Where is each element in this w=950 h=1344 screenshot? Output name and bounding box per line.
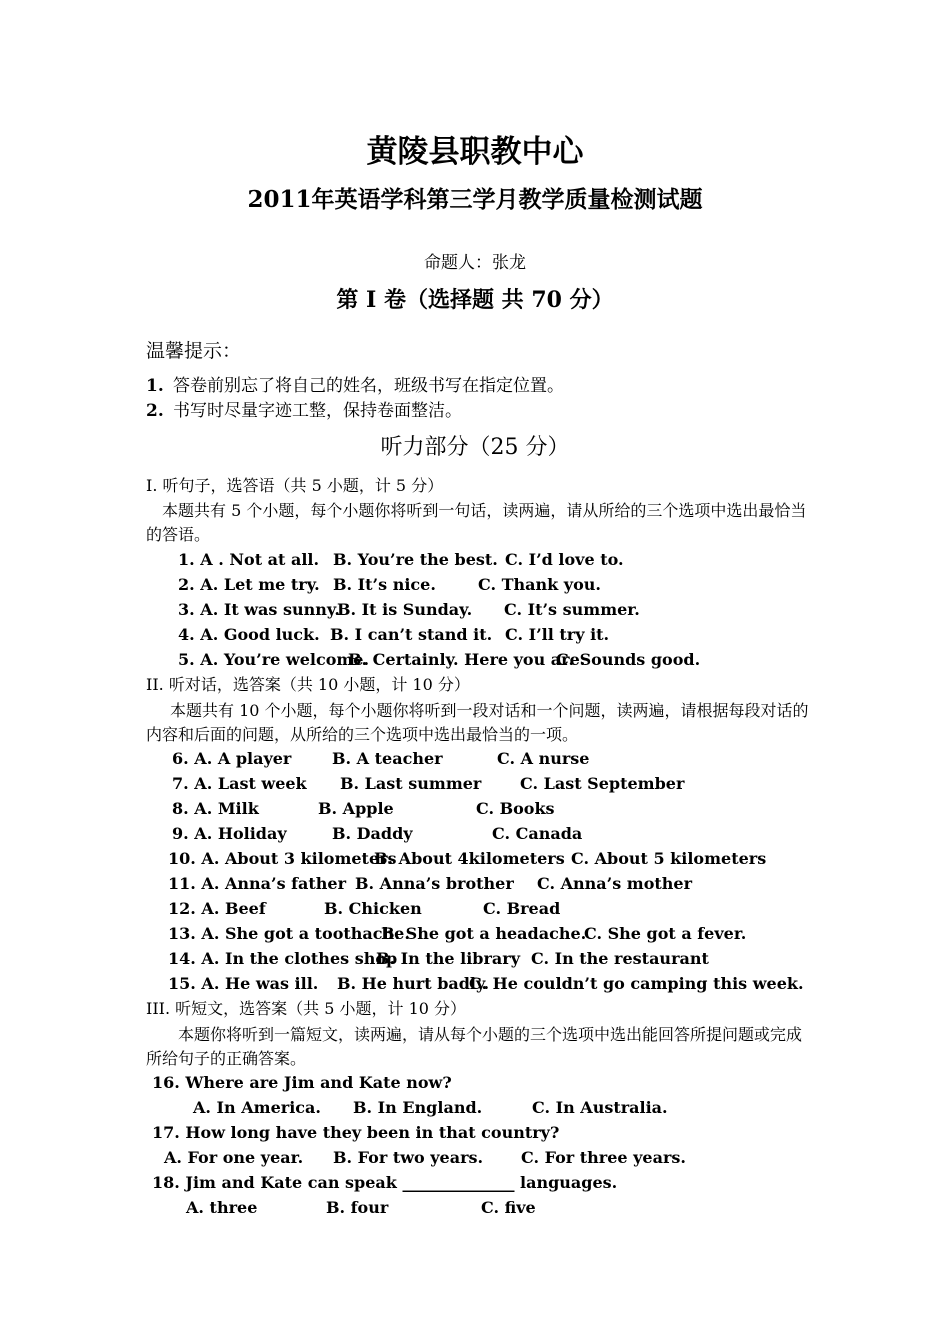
question-3 (0, 600, 950, 620)
question-11-option-c: C. Anna’s mother (537, 874, 693, 893)
question-2 (0, 575, 950, 595)
exam-title: 2011年英语学科第三学月教学质量检测试题 (247, 186, 703, 213)
question-11 (0, 874, 950, 894)
question-4-option-c: C. I’ll try it. (505, 625, 610, 644)
part3-heading: III. 听短文，选答案（共 5 小题，计 10 分） (146, 999, 467, 1018)
question-13-option-b: B. She got a headache. (381, 924, 587, 943)
question-5 (0, 650, 950, 670)
question-12 (0, 899, 950, 919)
question-16-option-c: C. In Australia. (532, 1098, 668, 1117)
question-3-option-a: 3. A. It was sunny. (178, 600, 340, 619)
question-13-option-a: 13. A. She got a toothache. (168, 924, 410, 943)
question-4 (0, 625, 950, 645)
question-17-options (0, 1148, 950, 1168)
question-5-option-b: B. Certainly. Here you are. (348, 650, 586, 669)
tip-text-1: 答卷前别忘了将自己的姓名，班级书写在指定位置。 (173, 376, 564, 396)
question-5-option-a: 5. A. You’re welcome. (178, 650, 370, 669)
question-4-option-a: 4. A. Good luck. (178, 625, 320, 644)
question-14-option-c: C. In the restaurant (531, 949, 709, 968)
question-14-option-b: B. In the library (376, 949, 520, 968)
question-15-option-a: 15. A. He was ill. (168, 974, 319, 993)
question-2-option-b: B. It’s nice. (333, 575, 436, 594)
question-2-option-a: 2. A. Let me try. (178, 575, 320, 594)
question-5-option-c: C. Sounds good. (556, 650, 701, 669)
part1-heading: I. 听句子，选答语（共 5 小题，计 5 分） (146, 476, 444, 495)
volume-title: 第 I 卷（选择题 共 70 分） (336, 287, 614, 313)
question-1-option-c: C. I’d love to. (505, 550, 624, 569)
question-9-option-c: C. Canada (492, 824, 583, 843)
question-16-option-a: A. In America. (193, 1098, 321, 1117)
question-3-option-c: C. It’s summer. (504, 600, 640, 619)
question-18-option-a: A. three (186, 1198, 258, 1217)
question-18-options (0, 1198, 950, 1218)
question-10-option-b: B. About 4kilometers (374, 849, 565, 868)
question-4-option-b: B. I can’t stand it. (330, 625, 493, 644)
question-16-options (0, 1098, 950, 1118)
question-11-option-a: 11. A. Anna’s father (168, 874, 347, 893)
question-6-option-a: 6. A. A player (172, 749, 292, 768)
question-10-option-c: C. About 5 kilometers (571, 849, 767, 868)
part3-instruction: 本题你将听到一篇短文，读两遍，请从每个小题的三个选项中选出能回答所提问题或完成所给句子的正确答案。 (146, 1025, 803, 1068)
tips-heading: 温馨提示： (146, 340, 242, 362)
question-1-option-b: B. You’re the best. (333, 550, 498, 569)
question-9-option-b: B. Daddy (332, 824, 413, 843)
question-1-option-a: 1. A . Not at all. (178, 550, 320, 569)
author-line: 命题人：张龙 (424, 253, 526, 273)
tip-number-2: 2. (146, 401, 164, 421)
part1-instruction: 本题共有 5 个小题，每个小题你将听到一句话，读两遍，请从所给的三个选项中选出最恰当的答语。 (146, 501, 807, 544)
question-14-option-a: 14. A. In the clothes shop (168, 949, 398, 968)
question-12-option-a: 12. A. Beef (168, 899, 266, 918)
question-13 (0, 924, 950, 944)
question-15 (0, 974, 950, 994)
question-9 (0, 824, 950, 844)
question-2-option-c: C. Thank you. (478, 575, 601, 594)
question-16-option-b: B. In England. (353, 1098, 483, 1117)
question-6 (0, 749, 950, 769)
part2-heading: II. 听对话，选答案（共 10 小题，计 10 分） (146, 675, 470, 694)
question-15-option-b: B. He hurt badly. (337, 974, 490, 993)
question-18-stem: 18. Jim and Kate can speak ______________ languages. (152, 1173, 618, 1192)
tip-text-2: 书写时尽量字迹工整，保持卷面整洁。 (173, 401, 462, 421)
tip-number-1: 1. (146, 376, 164, 396)
question-7-option-c: C. Last September (520, 774, 685, 793)
question-17-option-b: B. For two years. (333, 1148, 484, 1167)
school-title: 黄陵县职教中心 (366, 134, 584, 170)
question-8-option-c: C. Books (476, 799, 555, 818)
listening-title: 听力部分（25 分） (380, 435, 570, 460)
question-11-option-b: B. Anna’s brother (355, 874, 514, 893)
question-17-option-a: A. For one year. (164, 1148, 304, 1167)
question-18-option-c: C. five (481, 1198, 536, 1217)
question-12-option-c: C. Bread (483, 899, 561, 918)
question-16-stem: 16. Where are Jim and Kate now? (152, 1073, 452, 1092)
question-7-option-a: 7. A. Last week (172, 774, 307, 793)
question-15-option-c: C. He couldn’t go camping this week. (469, 974, 804, 993)
question-8 (0, 799, 950, 819)
question-8-option-b: B. Apple (318, 799, 394, 818)
question-7-option-b: B. Last summer (340, 774, 482, 793)
question-7 (0, 774, 950, 794)
question-13-option-c: C. She got a fever. (584, 924, 747, 943)
question-6-option-b: B. A teacher (332, 749, 443, 768)
question-10 (0, 849, 950, 869)
question-1 (0, 550, 950, 570)
question-10-option-a: 10. A. About 3 kilometers (168, 849, 397, 868)
question-17-option-c: C. For three years. (521, 1148, 686, 1167)
question-18-option-b: B. four (326, 1198, 389, 1217)
part2-instruction: 本题共有 10 个小题，每个小题你将听到一段对话和一个问题，读两遍，请根据每段对话的内容和后面的问题，从所给的三个选项中选出最恰当的一项。 (146, 701, 809, 744)
question-12-option-b: B. Chicken (324, 899, 422, 918)
question-14 (0, 949, 950, 969)
question-8-option-a: 8. A. Milk (172, 799, 259, 818)
question-9-option-a: 9. A. Holiday (172, 824, 287, 843)
question-3-option-b: B. It is Sunday. (337, 600, 473, 619)
question-17-stem: 17. How long have they been in that country? (152, 1123, 560, 1142)
question-6-option-c: C. A nurse (497, 749, 590, 768)
